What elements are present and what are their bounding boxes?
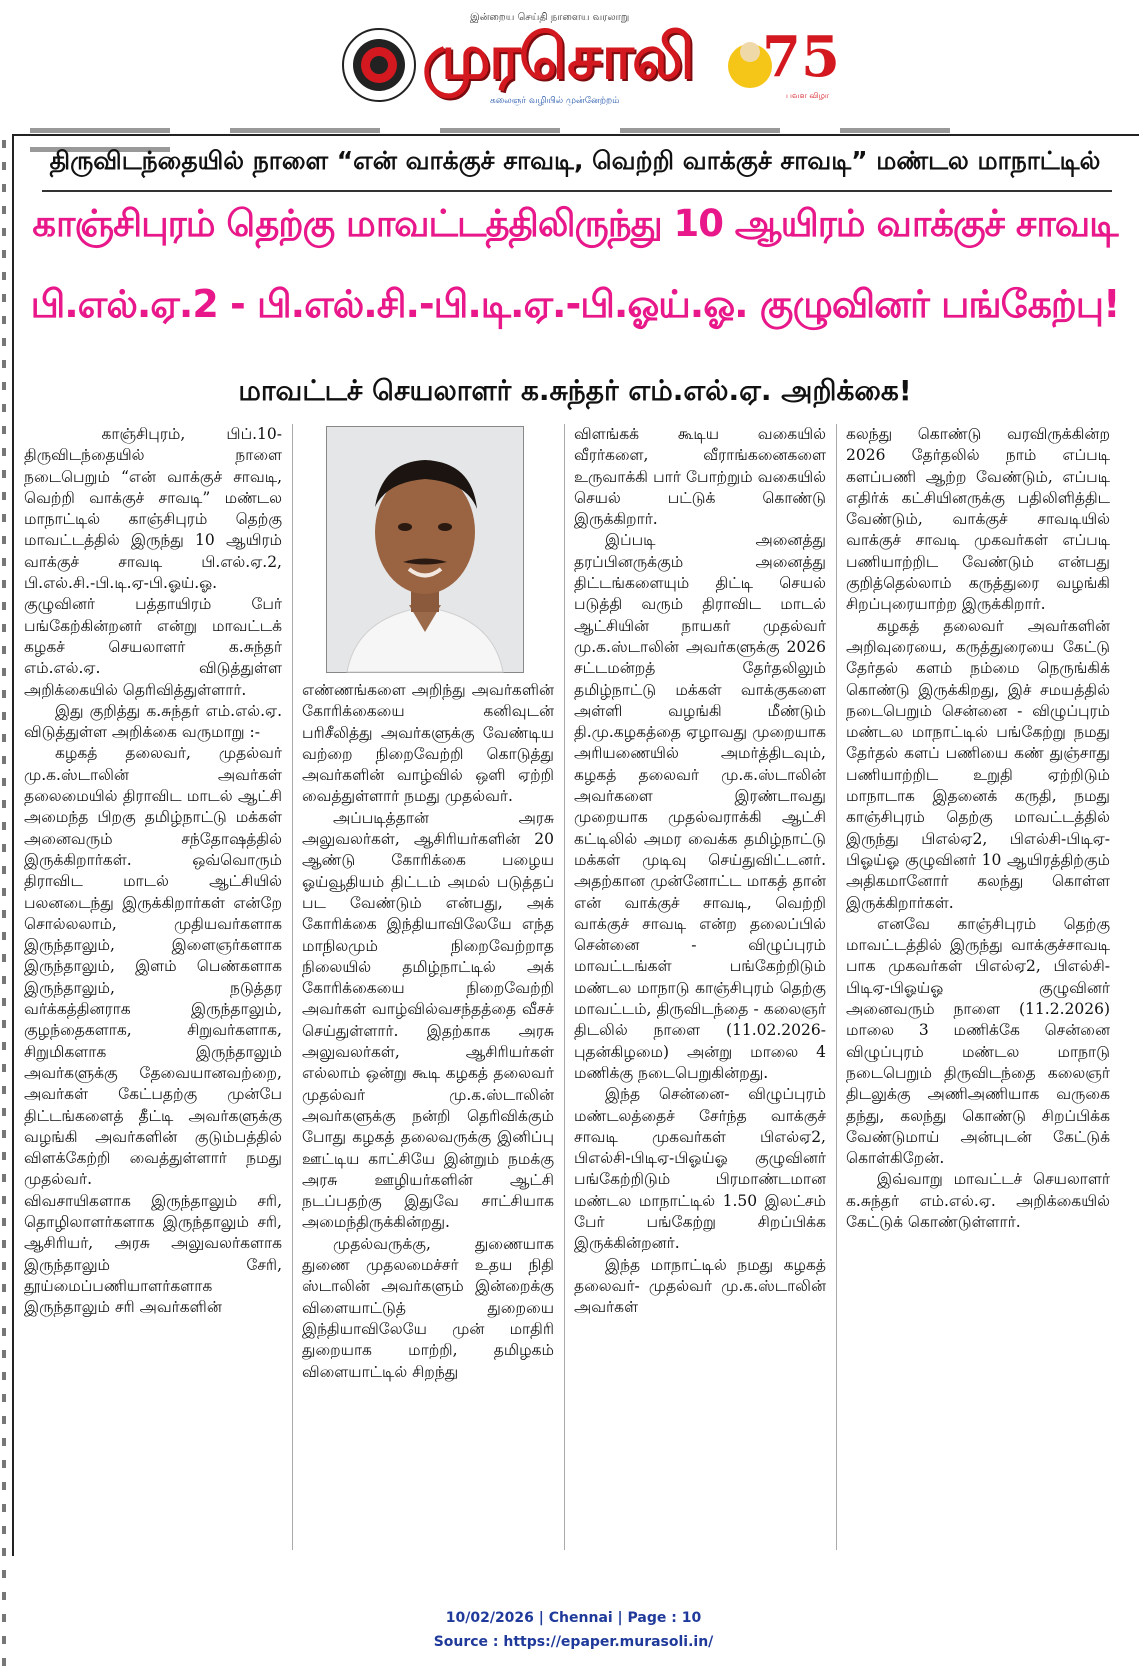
kicker-divider: [42, 190, 1112, 192]
paragraph: காஞ்சிபுரம், பிப்.10- திருவிடந்தையில் நாளை நடைபெறும் “என் வாக்குச் சாவடி, வெற்றி வாக்குச் சாவடி” மண்டல மாநாட்டில் காஞ்சிபுரம் தெற்கு மாவட்டத்தில் இருந்து 10 ஆயிரம் வாக்குச் சாவடி பி.எல்.ஏ.2, பி.எல்.சி.-பி.டி.ஏ-பி.ஓய்.ஓ. குழுவினர் பத்தாயிரம் பேர் பங்கேற்கின்றனர் என்று மாவட்டக் கழகச் செயலாளர் க.சுந்தர் எம்.எல்.ஏ. விடுத்துள்ள அறிக்கையில் தெரிவித்துள்ளார்.: [24, 425, 282, 699]
headline-line-1: காஞ்சிபுரம் தெற்கு மாவட்டத்திலிருந்து 10 ஆயிரம் வாக்குச் சாவடி: [32, 202, 1118, 245]
page-footer-source: Source : https://epaper.murasoli.in/: [433, 1634, 714, 1650]
page-footer-date: 10/02/2026 | Chennai | Page : 10: [445, 1610, 702, 1626]
article-column-3: [574, 424, 826, 1318]
party-emblem-icon: [340, 26, 418, 104]
paragraph: விளங்கக் கூடிய வகையில் வீரர்களை, வீராங்கனைகளை உருவாக்கி பார் போற்றும் வகையில் செயல் பட்டுக் கொண்டு இருக்கிறார்.: [574, 425, 826, 529]
cut-off-previous-text: [30, 118, 1130, 130]
paragraph: இந்த மாநாட்டில் நமது கழகத் தலைவர்- முதல்வர் மு.க.ஸ்டாலின் அவர்கள்: [574, 1255, 826, 1317]
person-portrait-image: [327, 427, 523, 672]
column-divider: [564, 424, 565, 1550]
masthead: [340, 12, 840, 117]
paragraph: முதல்வருக்கு, துணையாக துணை முதலமைச்சர் உதய நிதி ஸ்டாலின் அவர்களும் இன்றைக்கு விளையாட்டுத் துறையை இந்தியாவிலேயே முன் மாதிரி துறையாக மாற்றி, தமிழகம் விளையாட்டில் சிறந்து: [302, 1234, 554, 1381]
paragraph: எனவே காஞ்சிபுரம் தெற்கு மாவட்டத்தில் இருந்து வாக்குச்சாவடி பாக முகவர்கள் பிஎல்ஏ2, பிஎல்சி-பிடிஏ-பிஓய்ஓ குழுவினர் அனைவரும் நாளை (11.2.2026) மாலை 3 மணிக்கே சென்னை விழுப்புரம் மண்டல மாநாடு நடைபெறும் திருவிடந்தை கலைஞர் திடலுக்கு அணிஅணியாக வருகை தந்து, கலந்து கொண்டு சிறப்பிக்க வேண்டுமாய் அன்புடன் கேட்டுக் கொள்கிறேன்.: [846, 914, 1110, 1168]
anniversary-number: 75: [762, 24, 840, 90]
margin-artifact: [0, 140, 8, 1540]
column-divider: [836, 424, 837, 1550]
anniversary-75-logo: [720, 14, 840, 114]
portrait-photo: [326, 426, 524, 673]
paragraph: இந்த சென்னை- விழுப்புரம் மண்டலத்தைச் சேர்ந்த வாக்குச் சாவடி முகவர்கள் பிஎல்ஏ2, பிஎல்சி-பிடிஏ-பிஓய்ஓ குழுவினர் பங்கேற்றிடும் பிரமாண்டமான மண்டல மாநாட்டில் 1.50 இலட்சம் பேர் பங்கேற்று சிறப்பிக்க இருக்கின்றனர்.: [574, 1085, 826, 1253]
article-column-1: [24, 424, 282, 1318]
paragraph: விவசாயிகளாக இருந்தாலும் சரி, தொழிலாளர்களாக இருந்தாலும் சரி, ஆசிரியர், அரசு அலுவலர்களாக இருந்தாலும் சேரி, தூய்மைப்பணியாளர்களாக இருந்தாலும் சரி அவர்களின்: [24, 1191, 282, 1317]
paragraph: கழகத் தலைவர் அவர்களின் அறிவுரையை, கருத்துரையை கேட்டு தேர்தல் களம் நம்மை நெருங்கிக் கொண்டு இருக்கிறது, இச் சமயத்தில் நடைபெறும் சென்னை - விழுப்புரம் மண்டல மாநாட்டில் பங்கேற்று நமது தேர்தல் களப் பணியை கண் துஞ்சாது பணியாற்றிட உறுதி ஏற்றிடும் மாநாடாக இதனைக் கருதி, நமது காஞ்சிபுரம் தெற்கு மாவட்டத்தில் இருந்து பிஎல்ஏ2, பிஎல்சி-பிடிஏ-பிஓய்ஓ குழுவினர் 10 ஆயிரத்திற்கும் அதிகமானோர் கலந்து கொள்ள இருக்கிறார்கள்.: [846, 616, 1110, 912]
article-column-4: [846, 424, 1110, 1233]
masthead-tagline: இன்றைய செய்தி நாளைய வரலாறு: [470, 12, 630, 23]
paragraph: எண்ணங்களை அறிந்து அவர்களின் கோரிக்கையை கனிவுடன் பரிசீலித்து அவர்களுக்கு வேண்டிய வற்றை நிறைவேற்றி கொடுத்து அவர்களின் வாழ்வில் ஒளி ஏற்றி வைத்துள்ளார் நமது முதல்வர்.: [302, 681, 554, 806]
anniversary-note: பவள விழா: [786, 91, 830, 100]
paragraph: கலந்து கொண்டு வரவிருக்கின்ற 2026 தேர்தலில் நாம் எப்படி களப்பணி ஆற்ற வேண்டும், எப்படி எதிர்க் கட்சியினருக்கு பதிலிளித்திட வேண்டும், வாக்குச் சாவடியில் வாக்குச் சாவடி முகவர்கள் எப்படி பணியாற்றிட வேண்டும் என்பது குறித்தெல்லாம் கருத்துரை வழங்கி சிறப்புரையாற்ற இருக்கிறார்.: [846, 425, 1110, 614]
article-subhead: மாவட்டச் செயலாளர் க.சுந்தர் எம்.எல்.ஏ. அறிக்கை!: [238, 374, 912, 407]
article-column-2: [302, 680, 554, 1383]
paragraph: கழகத் தலைவர், முதல்வர் மு.க.ஸ்டாலின் அவர்கள் தலைமையில் திராவிட மாடல் ஆட்சி அமைந்த பிறகு தமிழ்நாட்டு மக்கள் அனைவரும் சந்தோஷத்தில் இருக்கிறார்கள். ஒவ்வொரும் திராவிட மாடல் ஆட்சியில் பலனடைந்து இருக்கிறார்கள் என்றே சொல்லலாம், முதியவர்களாக இருந்தாலும், இளைஞர்களாக இருந்தாலும், இளம் பெண்களாக இருந்தாலும், நடுத்தர வர்க்கத்தினராக இருந்தாலும், குழந்தைகளாக, சிறுவர்களாக, சிறுமிகளாக இருந்தாலும் அவர்களுக்கு தேவையானவற்றை, அவர்கள் கேட்பதற்கு முன்பே திட்டங்களைத் தீட்டி அவர்களுக்கு வழங்கி அவர்களின் குடும்பத்தில் விளக்கேற்றி வைத்துள்ளார் நமது முதல்வர்.: [24, 744, 282, 1189]
headline-line-2: பி.எல்.ஏ.2 - பி.எல்.சி.-பி.டி.ஏ.-பி.ஓய்.ஓ. குழுவினர் பங்கேற்பு!: [30, 282, 1120, 326]
article-kicker: திருவிடந்தையில் நாளை “என் வாக்குச் சாவடி, வெற்றி வாக்குச் சாவடி” மண்டல மாநாட்டில்: [49, 146, 1101, 175]
paragraph: இப்படி அனைத்து தரப்பினருக்கும் அனைத்து திட்டங்களையும் திட்டி செயல் படுத்தி வரும் திராவிட மாடல் ஆட்சியின் நாயகர் முதல்வர் மு.க.ஸ்டாலின் அவர்களுக்கு 2026 சட்டமன்றத் தேர்தலிலும் தமிழ்நாட்டு மக்கள் வாக்குகளை அள்ளி வழங்கி மீண்டும் தி.மு.கழகத்தை ஏழாவது முறையாக அரியணையில் அமர்த்திடவும், கழகத் தலைவர் மு.க.ஸ்டாலின் அவர்களை இரண்டாவது முறையாக முதல்வராக்கி ஆட்சி கட்டிலில் அமர வைக்க தமிழ்நாட்டு மக்கள் முடிவு செய்துவிட்டனர். அதற்கான முன்னோட்ட மாகத் தான் என் வாக்குச் சாவடி, வெற்றி வாக்குச் சாவடி என்ற தலைப்பில் சென்னை - விழுப்புரம் மாவட்டங்கள் பங்கேற்றிடும் மண்டல மாநாடு காஞ்சிபுரம் தெற்கு மாவட்டம், திருவிடந்தை - கலைஞர் திடலில் நாளை (11.02.2026- புதன்கிழமை) அன்று மாலை 4 மணிக்கு நடைபெறுகின்றது.: [574, 531, 826, 1082]
masthead-subtitle: கலைஞர் வழியில் முன்னேற்றம்: [490, 96, 620, 106]
column-divider: [292, 424, 293, 1550]
paragraph: அப்படித்தான் அரசு அலுவலர்கள், ஆசிரியர்களின் 20 ஆண்டு கோரிக்கை பழைய ஓய்வூதியம் திட்டம் அமல் படுத்தப் பட வேண்டும் என்பது, அக் கோரிக்கை இந்தியாவிலேயே எந்த மாநிலமும் நிறைவேற்றாத நிலையில் தமிழ்நாட்டில் அக் கோரிக்கையை நிறைவேற்றி அவர்கள் வாழ்வில்வசந்தத்தை வீசச் செய்துள்ளார். இதற்காக அரசு அலுவலர்கள், ஆசிரியர்கள் எல்லாம் ஒன்று கூடி கழகத் தலைவர் முதல்வர் மு.க.ஸ்டாலின் அவர்களுக்கு நன்றி தெரிவிக்கும் போது கழகத் தலைவருக்கு இனிப்பு ஊட்டிய காட்சியே இன்றும் நமக்கு அரசு ஊழியர்களின் ஆட்சி நடப்பதற்கு இதுவே சாட்சியாக அமைந்திருக்கின்றது.: [302, 808, 554, 1232]
masthead-title: முரசொலி: [422, 20, 693, 93]
paragraph: இவ்வாறு மாவட்டச் செயலாளர் க.சுந்தர் எம்.எல்.ஏ. அறிக்கையில் கேட்டுக் கொண்டுள்ளார்.: [846, 1170, 1110, 1231]
paragraph: இது குறித்து க.சுந்தர் எம்.எல்.ஏ. விடுத்துள்ள அறிக்கை வருமாறு :-: [24, 701, 282, 742]
